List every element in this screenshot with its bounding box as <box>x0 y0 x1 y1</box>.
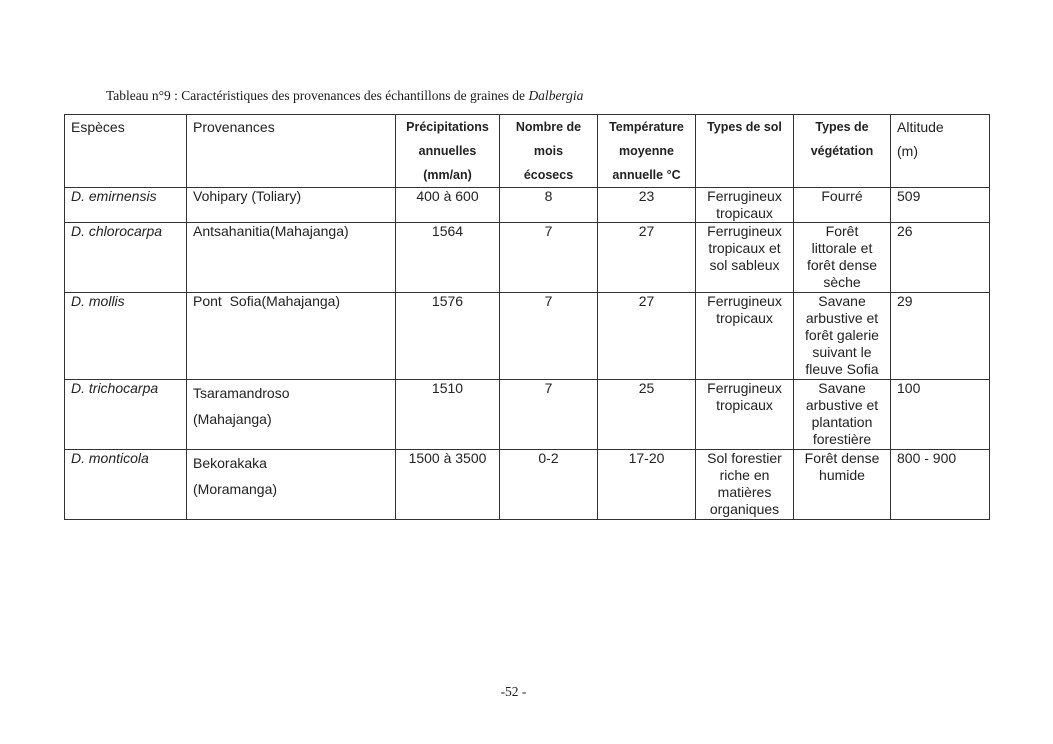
header-altitude-line: (m) <box>897 143 918 159</box>
header-precipitation <box>396 115 500 188</box>
header-temp-line: annuelle °C <box>612 168 681 182</box>
caption-prefix: Tableau n°9 : Caractéristiques des provenances des échantillons de graines de <box>106 88 529 103</box>
header-months-line: Nombre de <box>515 120 582 134</box>
cell-vegetation <box>794 450 891 520</box>
cell-soil <box>696 188 794 223</box>
vegetation-line: humide <box>819 467 865 483</box>
table-row <box>65 293 990 380</box>
cell-dry-months: 8 <box>500 188 598 223</box>
cell-species: D. emirnensis <box>65 188 187 223</box>
soil-line: tropicaux <box>716 397 773 413</box>
caption-genus: Dalbergia <box>528 88 584 103</box>
soil-line: tropicaux et <box>708 240 781 256</box>
header-soil-type <box>696 115 794 188</box>
cell-soil <box>696 293 794 380</box>
cell-altitude: 100 <box>891 380 990 450</box>
cell-precipitation: 1510 <box>396 380 500 450</box>
header-precip-line: annuelles <box>418 144 477 158</box>
soil-line: Ferrugineux <box>707 223 782 239</box>
table-row <box>65 223 990 293</box>
cell-species: D. mollis <box>65 293 187 380</box>
vegetation-line: sèche <box>823 274 861 290</box>
table-row <box>65 450 990 520</box>
cell-precipitation: 1500 à 3500 <box>396 450 500 520</box>
vegetation-line: forêt galerie <box>805 327 879 343</box>
soil-line: sol sableux <box>709 257 780 273</box>
cell-soil <box>696 380 794 450</box>
cell-altitude: 509 <box>891 188 990 223</box>
provenance-line: (Moramanga) <box>193 481 278 497</box>
header-precip-line: (mm/an) <box>423 168 472 182</box>
header-species: Espèces <box>65 115 187 188</box>
header-months-line: mois <box>533 144 564 158</box>
header-temp-line: moyenne <box>619 144 674 158</box>
cell-precipitation: 400 à 600 <box>396 188 500 223</box>
cell-provenance <box>187 188 396 223</box>
vegetation-line: suivant le <box>812 344 872 360</box>
cell-temperature: 25 <box>598 380 696 450</box>
cell-species: D. monticola <box>65 450 187 520</box>
header-months-line: écosecs <box>523 168 574 182</box>
cell-dry-months: 7 <box>500 223 598 293</box>
cell-temperature: 27 <box>598 293 696 380</box>
cell-vegetation <box>794 380 891 450</box>
soil-line: riche en <box>719 467 770 483</box>
provenance-line: Vohipary (Toliary) <box>193 188 302 204</box>
soil-line: Ferrugineux <box>707 293 782 309</box>
table-row <box>65 380 990 450</box>
provenance-table <box>64 114 990 520</box>
cell-provenance <box>187 450 396 520</box>
cell-vegetation <box>794 293 891 380</box>
vegetation-line: arbustive et <box>805 397 879 413</box>
header-temp-line: Température <box>609 120 684 134</box>
vegetation-line: Savane <box>818 380 866 396</box>
cell-temperature: 23 <box>598 188 696 223</box>
header-altitude-line: Altitude <box>897 119 944 135</box>
table-row <box>65 188 990 223</box>
vegetation-line: Forêt <box>825 223 859 239</box>
cell-vegetation <box>794 223 891 293</box>
table-caption <box>106 88 583 104</box>
cell-dry-months: 7 <box>500 293 598 380</box>
cell-altitude: 800 - 900 <box>891 450 990 520</box>
cell-altitude: 26 <box>891 223 990 293</box>
cell-dry-months: 7 <box>500 380 598 450</box>
vegetation-line: arbustive et <box>805 310 879 326</box>
vegetation-line: littorale et <box>811 240 873 256</box>
header-row <box>65 115 990 188</box>
header-vegetation-type <box>794 115 891 188</box>
cell-provenance <box>187 293 396 380</box>
cell-provenance <box>187 223 396 293</box>
soil-line: matières <box>717 484 772 500</box>
header-dry-months <box>500 115 598 188</box>
header-temperature <box>598 115 696 188</box>
page-number: -52 - <box>500 684 527 699</box>
cell-altitude: 29 <box>891 293 990 380</box>
vegetation-line: forêt dense <box>806 257 878 273</box>
cell-precipitation: 1564 <box>396 223 500 293</box>
soil-line: Sol forestier <box>707 450 782 466</box>
provenance-line: Tsaramandroso <box>193 385 290 401</box>
header-precip-line: Précipitations <box>406 120 489 134</box>
header-soil-line: Types de sol <box>707 120 782 134</box>
header-vegetation-line: Types de <box>815 120 869 134</box>
soil-line: organiques <box>709 501 780 517</box>
cell-species: D. chlorocarpa <box>65 223 187 293</box>
header-vegetation-line: végétation <box>810 144 874 158</box>
cell-species: D. trichocarpa <box>65 380 187 450</box>
soil-line: Ferrugineux <box>707 380 782 396</box>
provenance-line: Pont Sofia(Mahajanga) <box>193 293 341 309</box>
vegetation-line: fleuve Sofia <box>805 361 879 377</box>
cell-temperature: 27 <box>598 223 696 293</box>
cell-provenance <box>187 380 396 450</box>
cell-vegetation <box>794 188 891 223</box>
soil-line: Ferrugineux <box>707 188 782 204</box>
cell-precipitation: 1576 <box>396 293 500 380</box>
cell-soil <box>696 450 794 520</box>
vegetation-line: Forêt dense <box>804 450 880 466</box>
header-provenance: Provenances <box>187 115 396 188</box>
vegetation-line: plantation <box>811 414 873 430</box>
provenance-line: Antsahanitia(Mahajanga) <box>193 223 349 239</box>
vegetation-line: forestière <box>812 431 872 447</box>
cell-dry-months: 0-2 <box>500 450 598 520</box>
soil-line: tropicaux <box>716 205 773 221</box>
vegetation-line: Savane <box>818 293 866 309</box>
vegetation-line: Fourré <box>821 188 863 204</box>
cell-soil <box>696 223 794 293</box>
cell-temperature: 17-20 <box>598 450 696 520</box>
provenance-line: Bekorakaka <box>193 455 267 471</box>
provenance-line: (Mahajanga) <box>193 411 272 427</box>
soil-line: tropicaux <box>716 310 773 326</box>
header-altitude <box>891 115 990 188</box>
